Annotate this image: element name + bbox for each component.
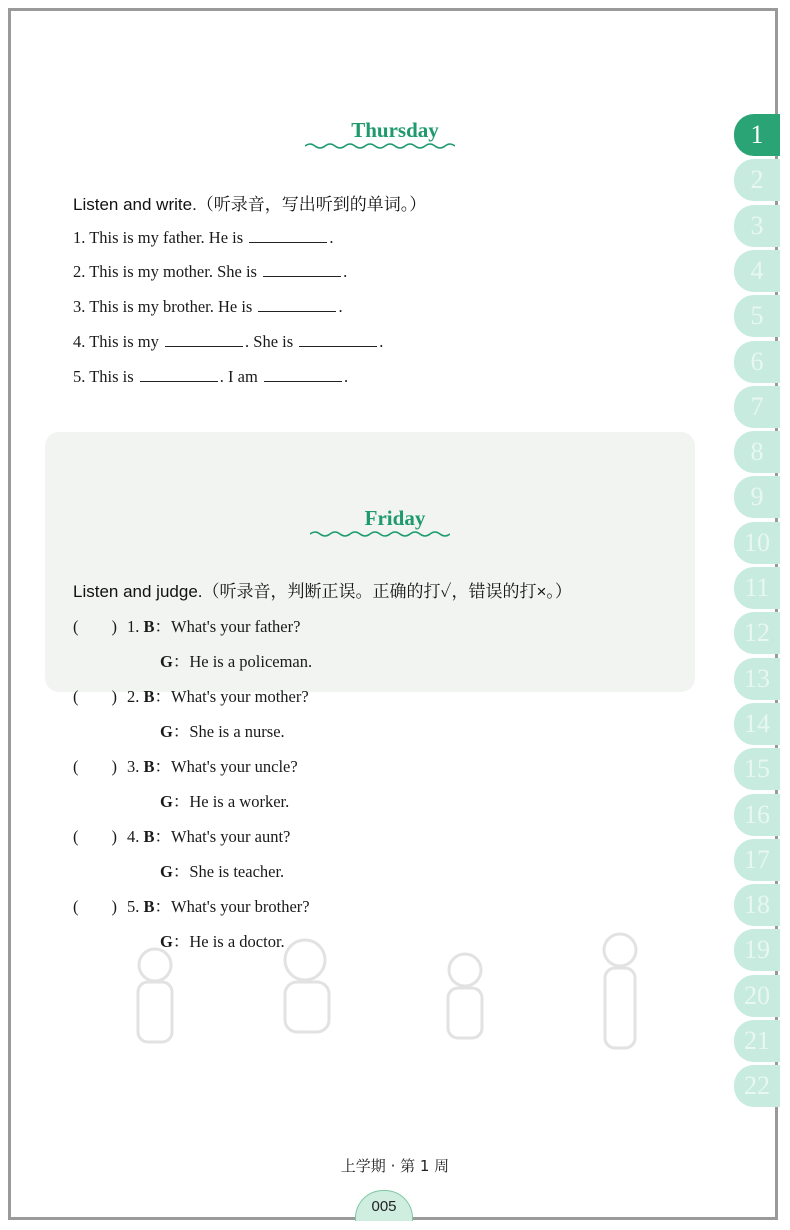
- answer-blank[interactable]: [263, 262, 341, 277]
- item-text: This is my mother. She is: [89, 262, 262, 281]
- judge-answer-box[interactable]: ( ): [73, 617, 117, 636]
- thursday-title-underline: [305, 142, 455, 150]
- item-number: 3.: [73, 297, 90, 316]
- item-number: 5.: [73, 367, 90, 386]
- week-tab-12[interactable]: 12: [734, 612, 780, 654]
- speaker-label: B: [143, 617, 155, 636]
- answer-text: He is a worker.: [189, 792, 290, 811]
- item-number: 4.: [73, 332, 90, 351]
- friday-title-underline: [310, 530, 450, 538]
- thursday-item-2: [73, 262, 347, 282]
- speaker-colon: ：: [154, 827, 172, 846]
- week-tab-20[interactable]: 20: [734, 975, 780, 1017]
- friday-question-4: [127, 823, 290, 847]
- page-number: 005: [355, 1190, 413, 1221]
- friday-answer-1: [160, 648, 312, 672]
- item-number: 3.: [127, 757, 144, 776]
- answer-blank[interactable]: [140, 367, 218, 382]
- speaker-label: B: [143, 897, 155, 916]
- speaker-colon: ：: [154, 757, 172, 776]
- week-tab-3[interactable]: 3: [734, 205, 780, 247]
- friday-answer-5: [160, 928, 285, 952]
- speaker-label: G: [160, 722, 173, 741]
- item-text: .: [343, 367, 349, 386]
- week-tab-2[interactable]: 2: [734, 159, 780, 201]
- speaker-label: B: [143, 687, 155, 706]
- question-text: What's your mother?: [171, 687, 309, 706]
- item-text: . I am: [219, 367, 262, 386]
- question-text: What's your uncle?: [171, 757, 298, 776]
- speaker-label: G: [160, 862, 173, 881]
- answer-text: He is a policeman.: [189, 652, 313, 671]
- item-text: . She is: [245, 332, 298, 351]
- question-text: What's your aunt?: [171, 827, 291, 846]
- friday-answer-4: [160, 858, 284, 882]
- speaker-colon: ：: [172, 652, 190, 671]
- speaker-colon: ：: [172, 792, 190, 811]
- friday-title: Friday: [364, 506, 426, 530]
- speaker-colon: ：: [154, 687, 172, 706]
- item-number: 1.: [73, 228, 90, 247]
- speaker-label: G: [160, 792, 173, 811]
- thursday-title: Thursday: [351, 118, 439, 142]
- week-tab-4[interactable]: 4: [734, 250, 780, 292]
- week-tab-9[interactable]: 9: [734, 476, 780, 518]
- week-tab-6[interactable]: 6: [734, 341, 780, 383]
- item-number: 2.: [127, 687, 144, 706]
- friday-question-3: [127, 753, 298, 777]
- answer-blank[interactable]: [249, 228, 327, 243]
- friday-question-2: [127, 683, 309, 707]
- item-text: This is: [89, 367, 138, 386]
- friday-question-5: [127, 893, 310, 917]
- week-tabs: [734, 114, 780, 1110]
- speaker-colon: ：: [154, 897, 172, 916]
- show-through-panel: [45, 432, 695, 692]
- speaker-colon: ：: [154, 617, 172, 636]
- thursday-item-4: [73, 332, 383, 352]
- week-tab-17[interactable]: 17: [734, 839, 780, 881]
- week-tab-16[interactable]: 16: [734, 794, 780, 836]
- week-tab-14[interactable]: 14: [734, 703, 780, 745]
- speaker-label: B: [143, 827, 155, 846]
- week-tab-1[interactable]: 1: [734, 114, 780, 156]
- judge-answer-box[interactable]: ( ): [73, 757, 117, 776]
- item-text: This is my father. He is: [89, 228, 248, 247]
- speaker-label: G: [160, 932, 173, 951]
- week-tab-21[interactable]: 21: [734, 1020, 780, 1062]
- judge-answer-box[interactable]: ( ): [73, 897, 117, 916]
- speaker-colon: ：: [172, 932, 190, 951]
- speaker-label: G: [160, 652, 173, 671]
- friday-question-1: [127, 613, 300, 637]
- footer-label: 上学期 · 第 1 周: [340, 1157, 450, 1175]
- week-tab-7[interactable]: 7: [734, 386, 780, 428]
- week-tab-13[interactable]: 13: [734, 658, 780, 700]
- week-tab-19[interactable]: 19: [734, 929, 780, 971]
- thursday-item-5: [73, 367, 348, 387]
- item-number: 2.: [73, 262, 90, 281]
- thursday-instruction: Listen and write.（听录音，写出听到的单词。）: [73, 195, 427, 214]
- friday-answer-3: [160, 788, 289, 812]
- judge-answer-box[interactable]: ( ): [73, 687, 117, 706]
- week-tab-22[interactable]: 22: [734, 1065, 780, 1107]
- week-tab-18[interactable]: 18: [734, 884, 780, 926]
- friday-instruction: Listen and judge.（听录音，判断正误。正确的打✓，错误的打×。）: [73, 582, 572, 601]
- answer-blank[interactable]: [165, 332, 243, 347]
- item-text: This is my brother. He is: [89, 297, 257, 316]
- week-tab-15[interactable]: 15: [734, 748, 780, 790]
- item-number: 1.: [127, 617, 144, 636]
- friday-answer-2: [160, 718, 285, 742]
- speaker-label: B: [143, 757, 155, 776]
- item-text: .: [379, 332, 384, 351]
- answer-text: She is teacher.: [189, 862, 285, 881]
- speaker-colon: ：: [172, 862, 190, 881]
- question-text: What's your brother?: [171, 897, 310, 916]
- week-tab-8[interactable]: 8: [734, 431, 780, 473]
- speaker-colon: ：: [172, 722, 190, 741]
- question-text: What's your father?: [171, 617, 301, 636]
- answer-blank[interactable]: [264, 367, 342, 382]
- answer-text: He is a doctor.: [189, 932, 285, 951]
- answer-text: She is a nurse.: [189, 722, 285, 741]
- item-text: .: [343, 262, 348, 281]
- item-number: 5.: [127, 897, 144, 916]
- answer-blank[interactable]: [258, 297, 336, 312]
- item-number: 4.: [127, 827, 144, 846]
- item-text: .: [338, 297, 343, 316]
- item-text: .: [329, 228, 334, 247]
- week-tab-10[interactable]: 10: [734, 522, 780, 564]
- thursday-item-1: [73, 228, 333, 248]
- item-text: This is my: [89, 332, 164, 351]
- week-tab-11[interactable]: 11: [734, 567, 780, 609]
- judge-answer-box[interactable]: ( ): [73, 827, 117, 846]
- thursday-item-3: [73, 297, 343, 317]
- week-tab-5[interactable]: 5: [734, 295, 780, 337]
- answer-blank[interactable]: [299, 332, 377, 347]
